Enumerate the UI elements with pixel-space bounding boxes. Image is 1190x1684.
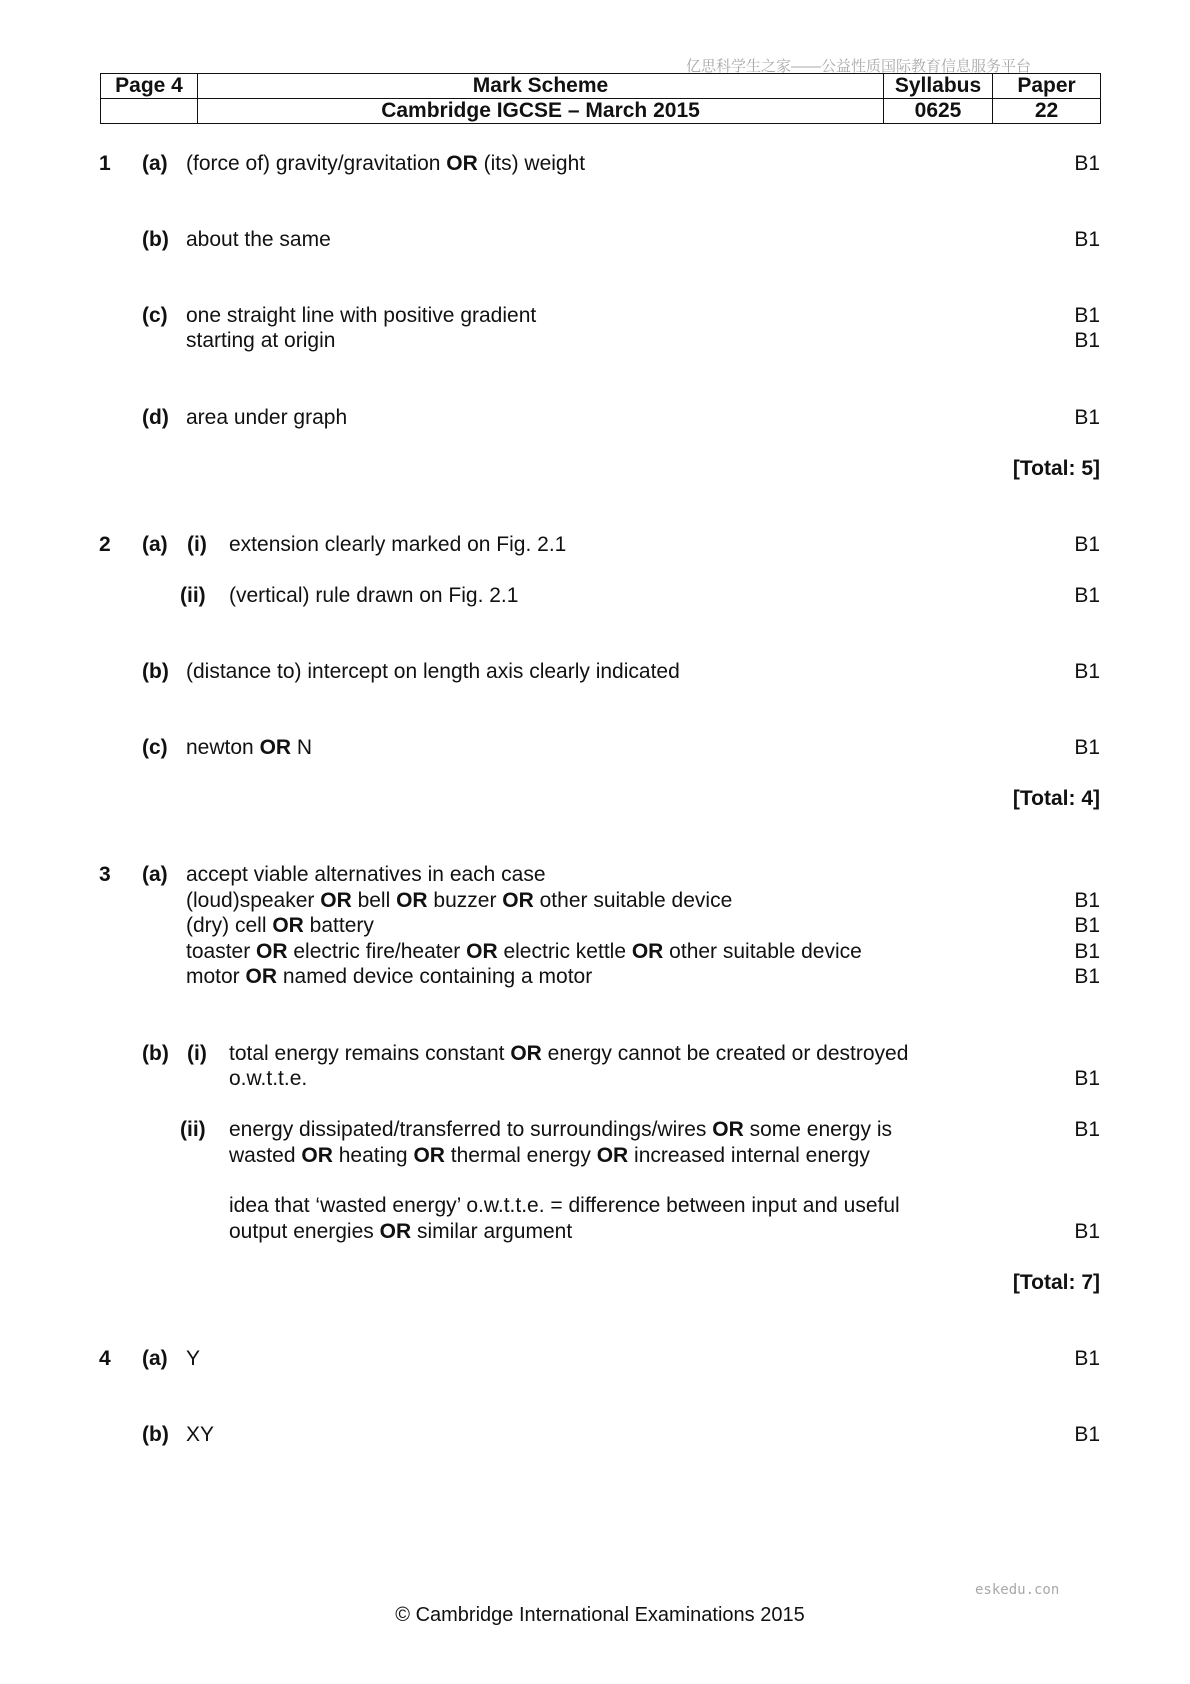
part-label: (c) bbox=[142, 304, 168, 327]
question-number: 3 bbox=[99, 863, 111, 886]
subpart-label: (ii) bbox=[180, 584, 206, 607]
question-total: [Total: 4] bbox=[1012, 787, 1100, 810]
mark: B1 bbox=[1074, 1220, 1100, 1243]
header-blank-cell bbox=[101, 99, 198, 124]
mark: B1 bbox=[1074, 304, 1100, 327]
mark: B1 bbox=[1074, 1423, 1100, 1446]
answer-text: output energies OR similar argument bbox=[229, 1220, 573, 1243]
answer-text: XY bbox=[186, 1423, 215, 1446]
question-number: 4 bbox=[99, 1347, 111, 1370]
subpart-label: (ii) bbox=[180, 1118, 206, 1141]
part-label: (a) bbox=[142, 533, 168, 556]
doc-title: Mark Scheme bbox=[198, 74, 884, 99]
paper-number: 22 bbox=[993, 99, 1101, 124]
question-number: 1 bbox=[99, 152, 111, 175]
syllabus-code: 0625 bbox=[884, 99, 993, 124]
mark: B1 bbox=[1074, 406, 1100, 429]
mark: B1 bbox=[1074, 1118, 1100, 1141]
part-label: (b) bbox=[142, 1423, 169, 1446]
part-label: (b) bbox=[142, 1042, 169, 1065]
mark: B1 bbox=[1074, 940, 1100, 963]
watermark-top: 亿思科学生之家——公益性质国际教育信息服务平台 bbox=[686, 58, 1032, 75]
answer-text: motor OR named device containing a motor bbox=[186, 965, 593, 988]
mark: B1 bbox=[1074, 889, 1100, 912]
answer-text: area under graph bbox=[186, 406, 348, 429]
part-label: (a) bbox=[142, 152, 168, 175]
subpart-label: (i) bbox=[187, 533, 207, 556]
question-total: [Total: 7] bbox=[1012, 1271, 1100, 1294]
answer-text: (loud)speaker OR bell OR buzzer OR other suitable device bbox=[186, 889, 733, 912]
answer-text: total energy remains constant OR energy cannot be created or destroyed bbox=[229, 1042, 909, 1065]
mark: B1 bbox=[1074, 584, 1100, 607]
answer-text: starting at origin bbox=[186, 329, 336, 352]
paper-label: Paper bbox=[993, 74, 1101, 99]
watermark-bottom: eskedu.con bbox=[975, 1582, 1060, 1598]
answer-text: (vertical) rule drawn on Fig. 2.1 bbox=[229, 584, 519, 607]
answer-text: (force of) gravity/gravitation OR (its) weight bbox=[186, 152, 586, 175]
subpart-label: (i) bbox=[187, 1042, 207, 1065]
answer-text: Y bbox=[186, 1347, 201, 1370]
mark: B1 bbox=[1074, 1067, 1100, 1090]
answer-text: accept viable alternatives in each case bbox=[186, 863, 546, 886]
mark: B1 bbox=[1074, 228, 1100, 251]
answer-text: toaster OR electric fire/heater OR electric kettle OR other suitable device bbox=[186, 940, 862, 963]
answer-text: one straight line with positive gradient bbox=[186, 304, 537, 327]
part-label: (b) bbox=[142, 660, 169, 683]
mark: B1 bbox=[1074, 660, 1100, 683]
question-total: [Total: 5] bbox=[1012, 457, 1100, 480]
mark: B1 bbox=[1074, 965, 1100, 988]
part-label: (c) bbox=[142, 736, 168, 759]
mark: B1 bbox=[1074, 1347, 1100, 1370]
copyright-footer: © Cambridge International Examinations 2015 bbox=[395, 1604, 805, 1626]
answer-text: wasted OR heating OR thermal energy OR increased internal energy bbox=[229, 1144, 870, 1167]
part-label: (a) bbox=[142, 1347, 168, 1370]
answer-text: (dry) cell OR battery bbox=[186, 914, 374, 937]
answer-text: energy dissipated/transferred to surroundings/wires OR some energy is bbox=[229, 1118, 892, 1141]
syllabus-label: Syllabus bbox=[884, 74, 993, 99]
part-label: (a) bbox=[142, 863, 168, 886]
mark: B1 bbox=[1074, 736, 1100, 759]
part-label: (d) bbox=[142, 406, 169, 429]
mark: B1 bbox=[1074, 152, 1100, 175]
part-label: (b) bbox=[142, 228, 169, 251]
doc-subtitle: Cambridge IGCSE – March 2015 bbox=[198, 99, 884, 124]
answer-text: extension clearly marked on Fig. 2.1 bbox=[229, 533, 567, 556]
answer-text: (distance to) intercept on length axis clearly indicated bbox=[186, 660, 680, 683]
mark: B1 bbox=[1074, 533, 1100, 556]
mark: B1 bbox=[1074, 329, 1100, 352]
header-table bbox=[100, 73, 1101, 124]
mark: B1 bbox=[1074, 914, 1100, 937]
answer-text: o.w.t.t.e. bbox=[229, 1067, 308, 1090]
question-number: 2 bbox=[99, 533, 111, 556]
page-number: Page 4 bbox=[101, 74, 198, 99]
answer-text: about the same bbox=[186, 228, 331, 251]
answer-text: newton OR N bbox=[186, 736, 313, 759]
answer-text: idea that ‘wasted energy’ o.w.t.t.e. = difference between input and useful bbox=[229, 1194, 900, 1217]
